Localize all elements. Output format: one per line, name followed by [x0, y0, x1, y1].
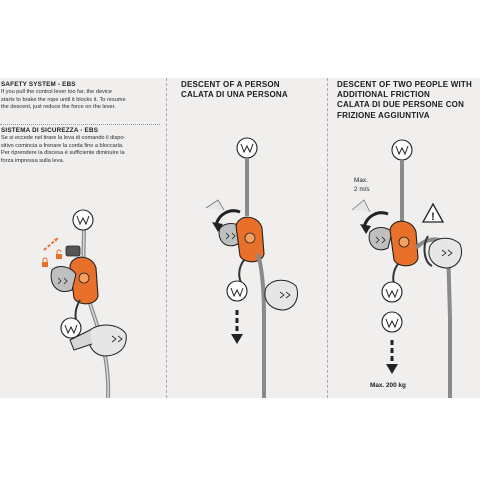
- rope-highlight: [84, 226, 109, 398]
- hand-on-lever: [369, 228, 392, 250]
- max-speed-label: Max. 2 m/s: [354, 177, 370, 193]
- ebs-heading-it: SISTEMA DI SICUREZZA - EBS: [1, 127, 99, 134]
- warning-icon: [423, 204, 443, 223]
- ebs-text-it: Se si eccede nel tirare la leva di comando il dispo- sitivo comincia a frenare la corda fino a bloccarla. Per riprendere la discesa è sufficiente diminuire la forza impressa sulla leva.: [1, 135, 126, 165]
- ebs-heading-en: SAFETY SYSTEM - EBS: [1, 81, 76, 88]
- svg-text:!: !: [431, 211, 435, 223]
- panel-descent-two-people: [330, 78, 480, 398]
- carabiner: [239, 260, 244, 284]
- anchor-harness-icon: [237, 138, 257, 158]
- unlock-icon: [56, 250, 62, 259]
- anchor-harness-icon: [392, 140, 412, 160]
- person-harness-icon: [227, 281, 247, 301]
- motion-arrowhead: [54, 238, 58, 242]
- descent-two-illustration: [330, 78, 480, 398]
- down-arrow-icon: [231, 310, 243, 344]
- instruction-sheet: [0, 78, 480, 398]
- hand-on-lever: [51, 267, 76, 292]
- down-arrow-icon: [386, 340, 398, 374]
- ebs-text-en: If you pull the control lever too far, the device starts to brake the rope until it blocks it. To resume the descent, just reduce the force on the lever.: [1, 89, 126, 111]
- lever-ghost: [206, 200, 224, 210]
- descent-one-illustration: [170, 78, 325, 398]
- person-harness-icon: [61, 318, 81, 338]
- panel2-title: DESCENT OF A PERSON CALATA DI UNA PERSONA: [181, 80, 288, 100]
- anchor-harness-icon: [73, 210, 93, 230]
- person-harness-icon: [382, 282, 402, 302]
- brake-hand: [429, 238, 462, 268]
- lock-icon: [42, 258, 48, 267]
- second-person-harness-icon: [382, 312, 402, 332]
- panel-descent-one-person: [170, 78, 325, 398]
- divider-1: [166, 78, 167, 398]
- rope: [84, 226, 109, 398]
- descender-device: [390, 221, 418, 266]
- ebs-illustration: [0, 78, 165, 398]
- max-load-label: Max. 200 kg: [370, 382, 406, 389]
- panel3-title: DESCENT OF TWO PEOPLE WITH ADDITIONAL FRICTION CALATA DI DUE PERSONE CON FRIZIONE AGGIUNTIVA: [337, 80, 472, 120]
- divider-2: [327, 78, 328, 398]
- rope-brake: [258, 254, 264, 398]
- panel-ebs-safety: [0, 78, 165, 398]
- brake-hand: [265, 280, 298, 310]
- lever-ghost: [352, 200, 370, 212]
